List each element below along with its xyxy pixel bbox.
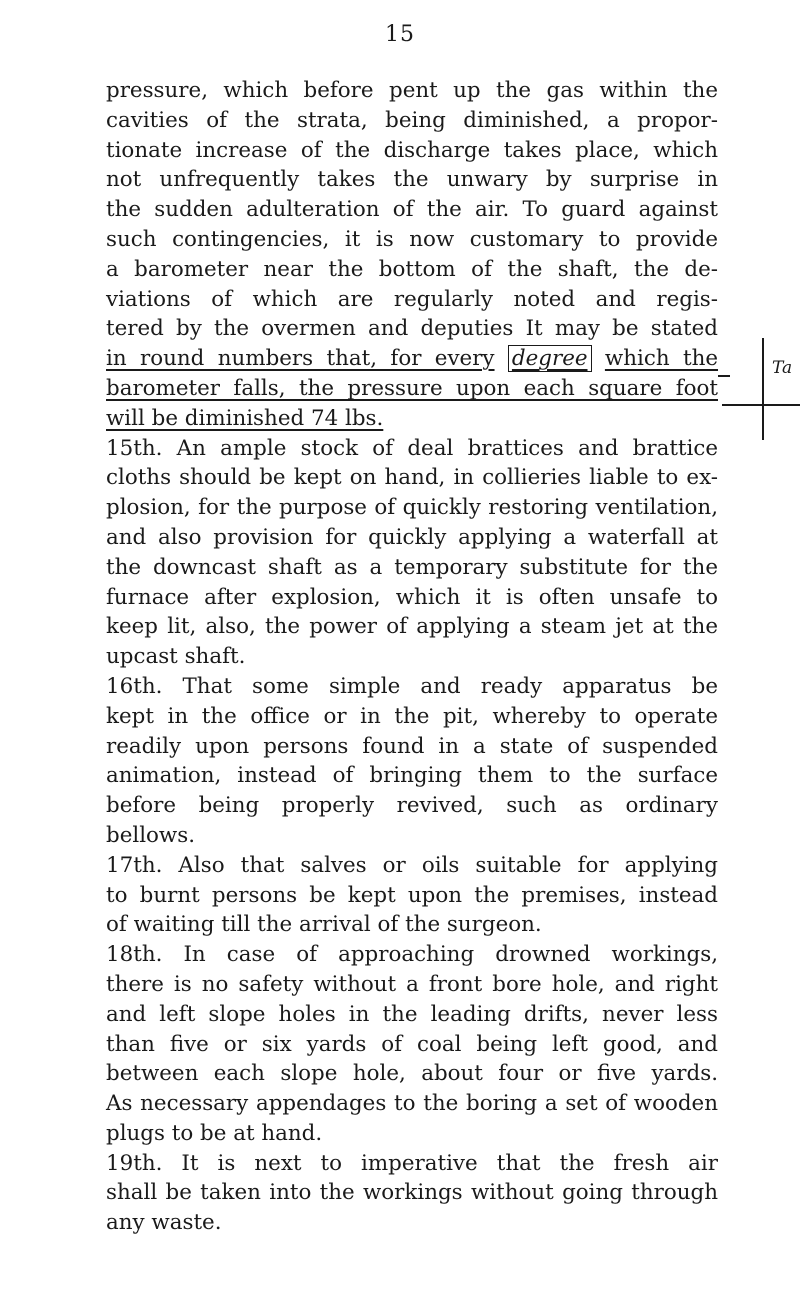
text-line: such contingencies, it is now customary to provide (106, 226, 718, 252)
page-number: 15 (385, 22, 415, 47)
margin-bracket-line (762, 338, 764, 440)
text-line: the sudden adulteration of the air. To guard against (106, 197, 718, 223)
margin-tick (718, 375, 730, 377)
text-line: viations of which are regularly noted and regis- (106, 286, 718, 312)
paragraph-19th-line: 19th. It is next to imperative that the fresh air (106, 1150, 718, 1176)
underlined-text-line: will be diminished 74 lbs. (106, 405, 384, 431)
underlined-text-line (106, 344, 718, 374)
text-line: tered by the overmen and deputies It may be stated (106, 316, 718, 342)
boxed-handwritten-word: degree (508, 345, 592, 372)
text-line: bellows. (106, 822, 195, 848)
paragraph-16th-line: 16th. That some simple and ready apparatus be (106, 673, 718, 699)
underlined-phrase: in round numbers that, for every (106, 346, 495, 372)
text-line: not unfrequently takes the unwary by surprise in (106, 167, 718, 193)
text-line: and also provision for quickly applying a waterfall at (106, 524, 718, 550)
text-line: As necessary appendages to the boring a set of wooden (106, 1091, 718, 1117)
text-line: cavities of the strata, being diminished, a propor- (106, 107, 718, 133)
text-line: furnace after explosion, which it is often unsafe to (106, 584, 718, 610)
margin-handwritten-note: Ta (772, 358, 793, 378)
text-line: any waste. (106, 1210, 222, 1236)
text-line: there is no safety without a front bore hole, and right (106, 971, 718, 997)
paragraph-17th-line: 17th. Also that salves or oils suitable for applying (106, 852, 718, 878)
paragraph-15th-line: 15th. An ample stock of deal brattices and brattice (106, 435, 718, 461)
text-line: upcast shaft. (106, 644, 246, 670)
body-text (106, 76, 718, 1238)
text-line: animation, instead of bringing them to the surface (106, 763, 718, 789)
text-line: shall be taken into the workings without going through (106, 1180, 718, 1206)
text-line: to burnt persons be kept upon the premises, instead (106, 882, 718, 908)
text-line: and left slope holes in the leading drifts, never less (106, 1001, 718, 1027)
text-line: pressure, which before pent up the gas within the (106, 78, 718, 103)
text-line: a barometer near the bottom of the shaft, the de- (106, 256, 718, 282)
text-line: of waiting till the arrival of the surgeon. (106, 912, 542, 938)
text-line: cloths should be kept on hand, in collieries liable to ex- (106, 465, 718, 491)
text-line: the downcast shaft as a temporary substitute for the (106, 554, 718, 580)
margin-underline (722, 404, 800, 406)
text-line: than five or six yards of coal being left good, and (106, 1031, 718, 1057)
text-line: between each slope hole, about four or five yards. (106, 1061, 718, 1087)
text-line: plugs to be at hand. (106, 1120, 323, 1146)
text-line: readily upon persons found in a state of suspended (106, 733, 718, 759)
text-line: before being properly revived, such as ordinary (106, 793, 718, 819)
text-line: kept in the office or in the pit, whereby to operate (106, 703, 718, 729)
underlined-phrase: which the (604, 346, 719, 372)
text-line: keep lit, also, the power of applying a steam jet at the (106, 614, 718, 640)
paragraph-18th-line: 18th. In case of approaching drowned workings, (106, 942, 718, 968)
text-line: plosion, for the purpose of quickly restoring ventilation, (106, 495, 718, 521)
underlined-text-line: barometer falls, the pressure upon each square foot (106, 375, 718, 401)
text-line: tionate increase of the discharge takes place, which (106, 137, 718, 163)
